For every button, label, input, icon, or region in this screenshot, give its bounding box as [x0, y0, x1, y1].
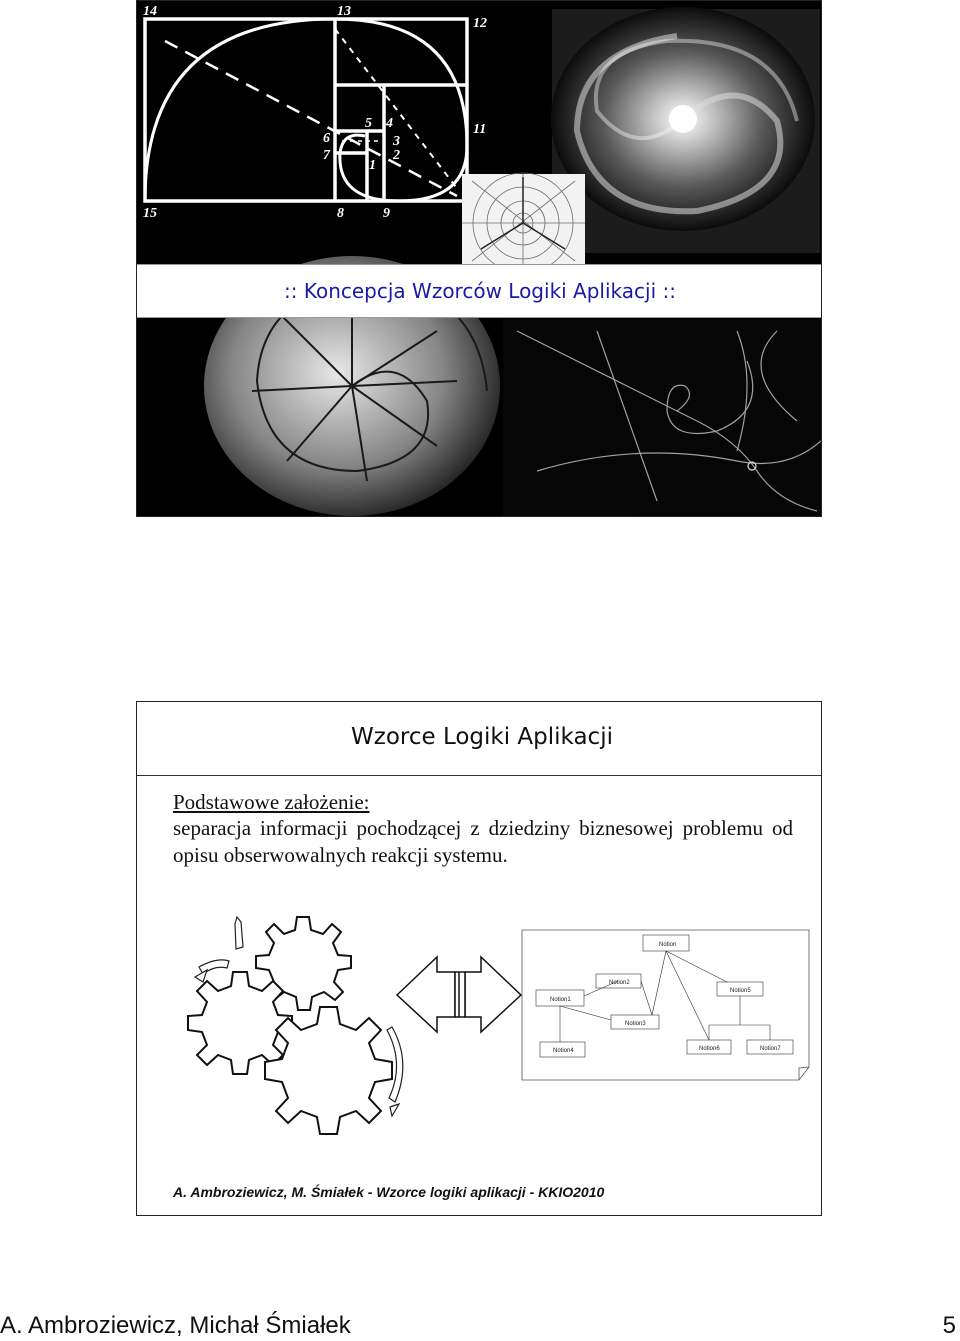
- svg-text:11: 11: [473, 122, 487, 137]
- svg-text:9: 9: [383, 206, 390, 221]
- svg-text:13: 13: [337, 4, 351, 19]
- slide-2-body-text: separacja informacji pochodzącej z dziedziny biznesowej problemu od opisu obserwowalnych reakcji systemu.: [173, 816, 793, 867]
- page-number: 5: [942, 1312, 956, 1339]
- gears-illustration: [188, 917, 392, 1134]
- svg-text:4: 4: [386, 116, 393, 131]
- bidirectional-arrow: [397, 957, 521, 1032]
- golden-rectangle-illustration: [145, 19, 467, 201]
- uml-label: Notion7: [760, 1046, 781, 1052]
- slide-2-footer: A. Ambroziewicz, M. Śmiałek - Wzorce logiki aplikacji - KKIO2010: [173, 1184, 605, 1200]
- slide-1: [136, 0, 822, 517]
- svg-text:2: 2: [393, 148, 400, 163]
- uml-label: Notion: [659, 942, 677, 948]
- polar-grid-image: [462, 173, 585, 273]
- svg-text:14: 14: [143, 4, 157, 19]
- svg-text:3: 3: [393, 134, 400, 149]
- slide-1-title: :: Koncepcja Wzorców Logiki Aplikacji ::: [284, 279, 676, 303]
- particle-tracks-image: [503, 319, 821, 517]
- slide-2: [136, 701, 822, 1216]
- slide-2-diagram: [137, 702, 823, 1217]
- svg-text:1: 1: [369, 158, 376, 173]
- svg-text:15: 15: [143, 206, 157, 221]
- gear-icon: [188, 972, 292, 1074]
- gear-icon: [265, 1007, 392, 1134]
- uml-label: Notion1: [550, 997, 571, 1003]
- spiral-galaxy-image: [551, 7, 820, 253]
- slide-1-title-band: [137, 264, 822, 318]
- svg-text:5: 5: [365, 116, 372, 131]
- uml-label: Notion3: [625, 1021, 646, 1027]
- svg-text:8: 8: [337, 206, 344, 221]
- uml-notion-diagram: [522, 930, 809, 1080]
- svg-text:6: 6: [323, 131, 330, 146]
- svg-text:7: 7: [323, 148, 330, 163]
- slide-2-lead: Podstawowe założenie:: [173, 790, 370, 814]
- page-author: A. Ambroziewicz, Michał Śmiałek: [0, 1312, 351, 1339]
- uml-label: Notion2: [609, 980, 630, 986]
- slide-1-artwork: [137, 1, 822, 517]
- uml-label: Notion5: [730, 988, 751, 994]
- uml-label: Notion6: [699, 1046, 720, 1052]
- slide-2-title: Wzorce Logiki Aplikacji: [351, 724, 613, 750]
- svg-text:12: 12: [473, 16, 487, 31]
- fibonacci-labels: [143, 4, 487, 221]
- uml-label: Notion4: [553, 1048, 574, 1054]
